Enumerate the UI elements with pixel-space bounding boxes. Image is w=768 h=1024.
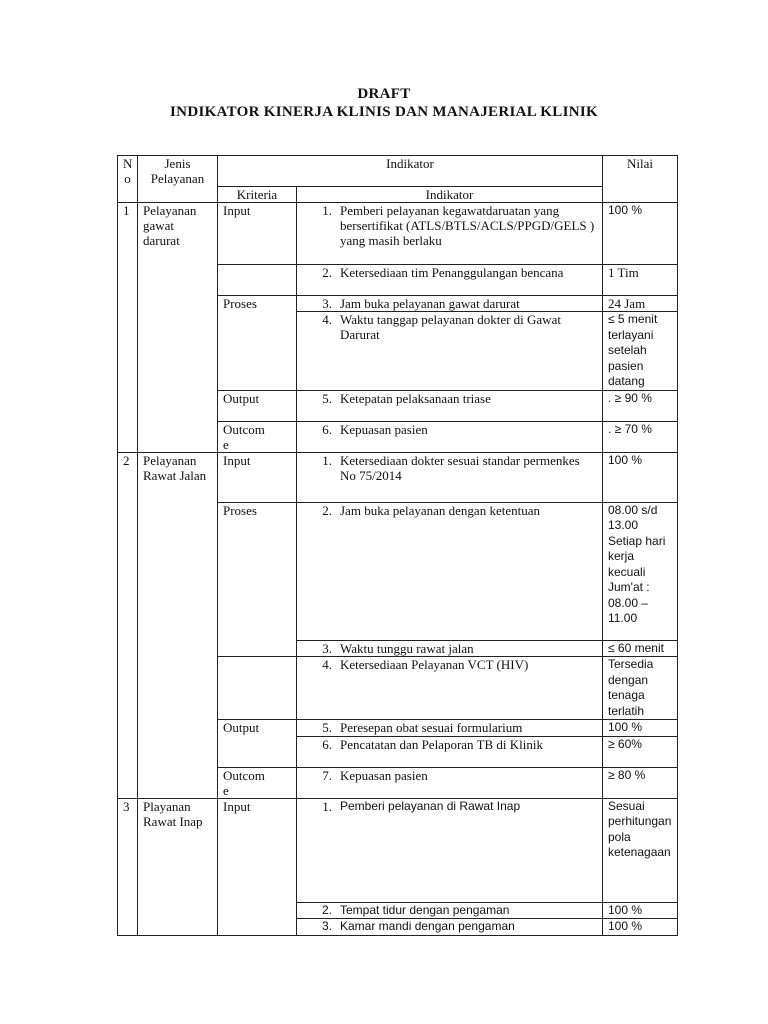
indikator-text: Peresepan obat sesuai formularium bbox=[340, 720, 523, 735]
indikator-text: Pemberi pelayanan di Rawat Inap bbox=[340, 798, 521, 813]
nilai-cell: 100 % bbox=[603, 902, 678, 919]
indikator-cell bbox=[297, 203, 603, 265]
indikator-text: Tempat tidur dengan pengaman bbox=[340, 902, 510, 917]
nilai-cell: Sesuai perhitungan pola ketenagaan bbox=[603, 798, 678, 902]
indikator-text: Pencatatan dan Pelaporan TB di Klinik bbox=[340, 736, 544, 752]
header-kriteria: Kriteria bbox=[218, 187, 297, 203]
table-header-row bbox=[118, 156, 678, 187]
indikator-number: 6. bbox=[322, 736, 332, 752]
indikator-cell bbox=[297, 720, 603, 737]
section-number: 3 bbox=[118, 798, 138, 935]
indikator-number: 1. bbox=[322, 452, 332, 468]
nilai-cell: 100 % bbox=[603, 452, 678, 502]
indikator-cell bbox=[297, 452, 603, 502]
header-nilai: Nilai bbox=[603, 156, 678, 187]
nilai-cell: 1 Tim bbox=[603, 265, 678, 296]
indikator-cell bbox=[297, 736, 603, 767]
indikator-text: Kepuasan pasien bbox=[340, 767, 428, 783]
kriteria-cell: Input bbox=[218, 203, 297, 265]
kriteria-cell: Output bbox=[218, 390, 297, 421]
nilai-cell: . ≥ 90 % bbox=[603, 390, 678, 421]
indikator-cell bbox=[297, 296, 603, 312]
indicator-table bbox=[117, 155, 678, 936]
indikator-number: 2. bbox=[321, 902, 332, 917]
indikator-number: 4. bbox=[322, 312, 332, 327]
header-no: N o bbox=[118, 156, 138, 203]
nilai-cell: ≤ 5 menit terlayani setelah pasien datang bbox=[603, 312, 678, 391]
indikator-cell bbox=[297, 767, 603, 798]
nilai-cell: . ≥ 70 % bbox=[603, 421, 678, 452]
kriteria-cell: Input bbox=[218, 798, 297, 935]
indikator-number: 6. bbox=[322, 421, 332, 437]
nilai-cell: ≥ 80 % bbox=[603, 767, 678, 798]
header-nilai-blank bbox=[603, 187, 678, 203]
indikator-text: Waktu tunggu rawat jalan bbox=[340, 640, 474, 656]
kriteria-cell: Output bbox=[218, 720, 297, 768]
indikator-cell bbox=[297, 657, 603, 720]
indikator-cell bbox=[297, 421, 603, 452]
indikator-number: 2. bbox=[322, 265, 332, 280]
indikator-number: 1. bbox=[322, 798, 332, 814]
nilai-cell: 24 Jam bbox=[603, 296, 678, 312]
header-indikator: Indikator bbox=[297, 187, 603, 203]
nilai-cell: 100 % bbox=[603, 919, 678, 936]
nilai-cell: 100 % bbox=[603, 720, 678, 737]
indikator-number: 2. bbox=[322, 502, 332, 518]
indikator-number: 5. bbox=[322, 720, 332, 735]
indikator-cell bbox=[297, 919, 603, 936]
table-row bbox=[118, 203, 678, 265]
indikator-cell bbox=[297, 390, 603, 421]
table-row bbox=[118, 798, 678, 902]
indikator-text: Ketersediaan tim Penanggulangan bencana bbox=[340, 265, 564, 280]
header-jenis-pelayanan: Jenis Pelayanan bbox=[138, 156, 218, 203]
kriteria-cell bbox=[218, 657, 297, 720]
nilai-cell: ≤ 60 menit bbox=[603, 640, 678, 657]
section-number: 2 bbox=[118, 452, 138, 798]
kriteria-cell: Outcom e bbox=[218, 767, 297, 798]
indikator-number: 3. bbox=[322, 296, 332, 311]
indikator-text: Kepuasan pasien bbox=[340, 421, 428, 437]
indikator-text: Ketersediaan dokter sesuai standar permenkes No 75/2014 bbox=[340, 452, 580, 483]
indikator-text: Waktu tanggap pelayanan dokter di Gawat Darurat bbox=[340, 312, 561, 342]
section-jenis: Pelayanan gawat darurat bbox=[138, 203, 218, 453]
kriteria-cell: Input bbox=[218, 452, 297, 502]
nilai-cell: ≥ 60% bbox=[603, 736, 678, 767]
table-row bbox=[118, 452, 678, 502]
indikator-number: 3. bbox=[322, 640, 332, 656]
nilai-cell: 100 % bbox=[603, 203, 678, 265]
indikator-number: 3. bbox=[321, 919, 332, 933]
indikator-text: Jam buka pelayanan dengan ketentuan bbox=[340, 502, 540, 518]
section-number: 1 bbox=[118, 203, 138, 453]
indikator-cell bbox=[297, 312, 603, 391]
indikator-cell bbox=[297, 798, 603, 902]
indikator-text: Ketersediaan Pelayanan VCT (HIV) bbox=[340, 657, 529, 672]
kriteria-cell: Proses bbox=[218, 296, 297, 391]
header-indikator-group: Indikator bbox=[218, 156, 603, 187]
indikator-number: 4. bbox=[322, 657, 332, 672]
indikator-cell bbox=[297, 265, 603, 296]
indikator-text: Ketepatan pelaksanaan triase bbox=[340, 390, 491, 406]
kriteria-cell: Outcom e bbox=[218, 421, 297, 452]
nilai-cell: 08.00 s/d 13.00 Setiap hari kerja kecuali Jum'at : 08.00 – 11.00 bbox=[603, 502, 678, 640]
indikator-cell bbox=[297, 902, 603, 919]
section-jenis: Pelayanan Rawat Jalan bbox=[138, 452, 218, 798]
indikator-number: 7. bbox=[322, 767, 332, 783]
kriteria-cell: Proses bbox=[218, 502, 297, 657]
indikator-text: Jam buka pelayanan gawat darurat bbox=[340, 296, 520, 311]
indikator-number: 5. bbox=[322, 390, 332, 406]
section-jenis: Playanan Rawat Inap bbox=[138, 798, 218, 935]
document-title-draft: DRAFT bbox=[357, 86, 411, 102]
indikator-cell bbox=[297, 502, 603, 640]
document-title-main: INDIKATOR KINERJA KLINIS DAN MANAJERIAL KLINIK bbox=[170, 104, 598, 120]
indikator-number: 1. bbox=[322, 203, 332, 218]
indikator-text: Kamar mandi dengan pengaman bbox=[340, 919, 515, 933]
nilai-cell: Tersedia dengan tenaga terlatih bbox=[603, 657, 678, 720]
kriteria-cell bbox=[218, 265, 297, 296]
indikator-cell bbox=[297, 640, 603, 657]
indikator-text: Pemberi pelayanan kegawatdaruatan yang bersertifikat (ATLS/BTLS/ACLS/PPGD/GELS ) yang masih berlaku bbox=[340, 203, 595, 248]
